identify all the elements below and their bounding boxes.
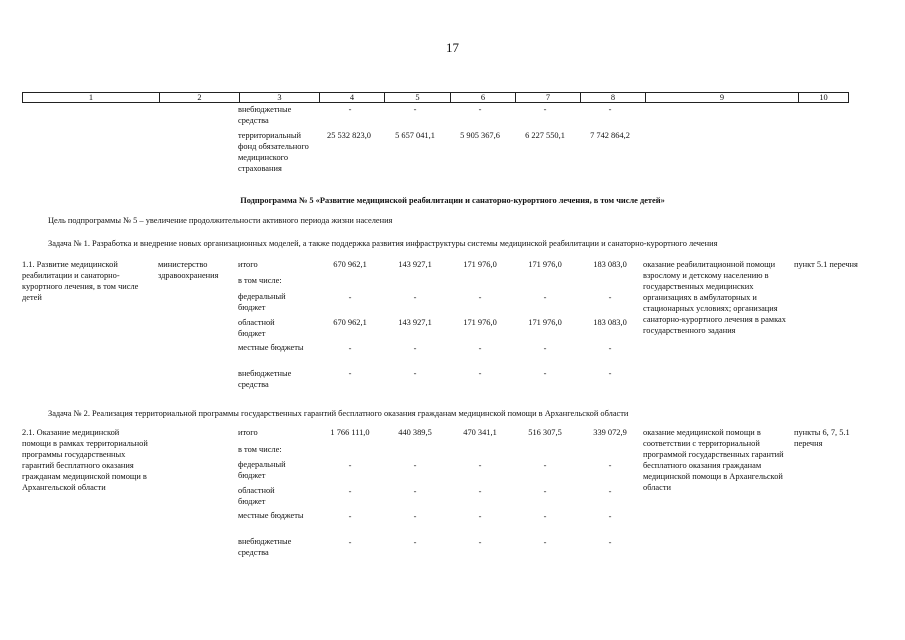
value-cell: - bbox=[543, 293, 547, 302]
value-cell: 7 742 864,2 bbox=[590, 131, 630, 140]
funding-source-label: местные бюджеты bbox=[238, 511, 304, 520]
value-cell: - bbox=[608, 293, 612, 302]
value-cell: - bbox=[413, 538, 417, 547]
value-cell: 171 976,0 bbox=[463, 260, 497, 269]
reference: пункты 6, 7, 5.1 перечня bbox=[794, 428, 850, 448]
value-cell: - bbox=[348, 369, 352, 378]
value-cell: - bbox=[543, 538, 547, 547]
value-cell: - bbox=[413, 344, 417, 353]
value-cell: - bbox=[348, 105, 352, 114]
value-cell: 171 976,0 bbox=[528, 318, 562, 327]
value-cell: 339 072,9 bbox=[593, 428, 627, 437]
value-cell: 143 927,1 bbox=[398, 260, 432, 269]
value-cell: - bbox=[348, 293, 352, 302]
column-header: 6 bbox=[451, 93, 516, 103]
value-cell: - bbox=[348, 512, 352, 521]
expected-result: оказание реабилитационной помощи взрослому и детскому населению в государственных медицинских организациях в амбулаторных и стационарных условиях; организация санаторно-курортного лечения в рамках государственного задания bbox=[643, 260, 786, 335]
reference: пункт 5.1 перечня bbox=[794, 260, 858, 269]
value-cell: - bbox=[348, 487, 352, 496]
value-cell: - bbox=[608, 461, 612, 470]
funding-source-label: в том числе: bbox=[238, 276, 282, 285]
value-cell: 5 657 041,1 bbox=[395, 131, 435, 140]
value-cell: - bbox=[413, 461, 417, 470]
funding-source-label: федеральный бюджет bbox=[238, 460, 286, 480]
value-cell: - bbox=[413, 369, 417, 378]
column-header: 9 bbox=[646, 93, 799, 103]
value-cell: - bbox=[543, 461, 547, 470]
value-cell: 440 389,5 bbox=[398, 428, 432, 437]
value-cell: - bbox=[413, 487, 417, 496]
value-cell: - bbox=[413, 105, 417, 114]
value-cell: 171 976,0 bbox=[463, 318, 497, 327]
value-cell: 183 083,0 bbox=[593, 318, 627, 327]
value-cell: - bbox=[543, 344, 547, 353]
column-header: 3 bbox=[240, 93, 320, 103]
funding-source-label: местные бюджеты bbox=[238, 343, 304, 352]
funding-source-label: территориальный фонд обязательного медицинского страхования bbox=[238, 131, 309, 173]
value-cell: - bbox=[608, 538, 612, 547]
value-cell: 670 962,1 bbox=[333, 318, 367, 327]
column-header: 2 bbox=[160, 93, 240, 103]
value-cell: - bbox=[348, 344, 352, 353]
funding-source-label: внебюджетные средства bbox=[238, 105, 292, 125]
value-cell: - bbox=[478, 512, 482, 521]
expected-result: оказание медицинской помощи в соответствии с территориальной программой государственных гарантий бесплатного оказания гражданам медицинской помощи в Архангельской области bbox=[643, 428, 784, 492]
value-cell: 171 976,0 bbox=[528, 260, 562, 269]
funding-source-label: внебюджетные средства bbox=[238, 369, 292, 389]
value-cell: - bbox=[608, 369, 612, 378]
value-cell: - bbox=[478, 461, 482, 470]
value-cell: - bbox=[478, 344, 482, 353]
value-cell: 5 905 367,6 bbox=[460, 131, 500, 140]
value-cell: - bbox=[478, 369, 482, 378]
funding-source-label: внебюджетные средства bbox=[238, 537, 292, 557]
value-cell: - bbox=[413, 293, 417, 302]
value-cell: - bbox=[478, 105, 482, 114]
value-cell: - bbox=[478, 293, 482, 302]
funding-source-label: итого bbox=[238, 260, 258, 269]
funding-source-label: областной бюджет bbox=[238, 486, 275, 506]
value-cell: - bbox=[543, 512, 547, 521]
value-cell: 25 532 823,0 bbox=[327, 131, 371, 140]
page-number: 17 bbox=[446, 40, 459, 55]
value-cell: - bbox=[608, 105, 612, 114]
value-cell: - bbox=[478, 487, 482, 496]
value-cell: - bbox=[348, 538, 352, 547]
value-cell: - bbox=[478, 538, 482, 547]
value-cell: 183 083,0 bbox=[593, 260, 627, 269]
task-heading: Задача № 1. Разработка и внедрение новых организационных моделей, а также поддержка развития инфраструктуры системы медицинской реабилитации и санаторно-курортного лечения bbox=[48, 239, 718, 248]
column-header: 7 bbox=[516, 93, 581, 103]
value-cell: - bbox=[543, 105, 547, 114]
activity-name: 2.1. Оказание медицинской помощи в рамках территориальной программы государственных гарантий бесплатного оказания гражданам медицинской помощи в Архангельской области bbox=[22, 428, 148, 492]
subprogram-title: Подпрограмма № 5 «Развитие медицинской реабилитации и санаторно-курортного лечения, в том числе детей» bbox=[240, 196, 665, 205]
value-cell: - bbox=[543, 487, 547, 496]
column-header: 4 bbox=[320, 93, 385, 103]
executor: министерство здравоохранения bbox=[158, 260, 219, 280]
value-cell: 516 307,5 bbox=[528, 428, 562, 437]
value-cell: 6 227 550,1 bbox=[525, 131, 565, 140]
value-cell: - bbox=[608, 512, 612, 521]
column-header: 5 bbox=[385, 93, 451, 103]
column-header: 10 bbox=[799, 93, 849, 103]
funding-source-label: в том числе: bbox=[238, 445, 282, 454]
value-cell: 670 962,1 bbox=[333, 260, 367, 269]
column-header: 1 bbox=[23, 93, 160, 103]
task-heading: Задача № 2. Реализация территориальной программы государственных гарантий бесплатного оказания гражданам медицинской помощи в Архангельской области bbox=[48, 409, 629, 418]
funding-source-label: итого bbox=[238, 428, 258, 437]
value-cell: - bbox=[543, 369, 547, 378]
value-cell: 470 341,1 bbox=[463, 428, 497, 437]
column-header: 8 bbox=[581, 93, 646, 103]
value-cell: - bbox=[348, 461, 352, 470]
value-cell: - bbox=[413, 512, 417, 521]
funding-source-label: федеральный бюджет bbox=[238, 292, 286, 312]
column-number-header bbox=[22, 92, 849, 103]
subprogram-goal: Цель подпрограммы № 5 – увеличение продолжительности активного периода жизни населения bbox=[48, 216, 393, 225]
value-cell: 143 927,1 bbox=[398, 318, 432, 327]
value-cell: - bbox=[608, 487, 612, 496]
funding-source-label: областной бюджет bbox=[238, 318, 275, 338]
activity-name: 1.1. Развитие медицинской реабилитации и санаторно-курортного лечения, в том числе детей bbox=[22, 260, 139, 302]
value-cell: 1 766 111,0 bbox=[330, 428, 370, 437]
value-cell: - bbox=[608, 344, 612, 353]
